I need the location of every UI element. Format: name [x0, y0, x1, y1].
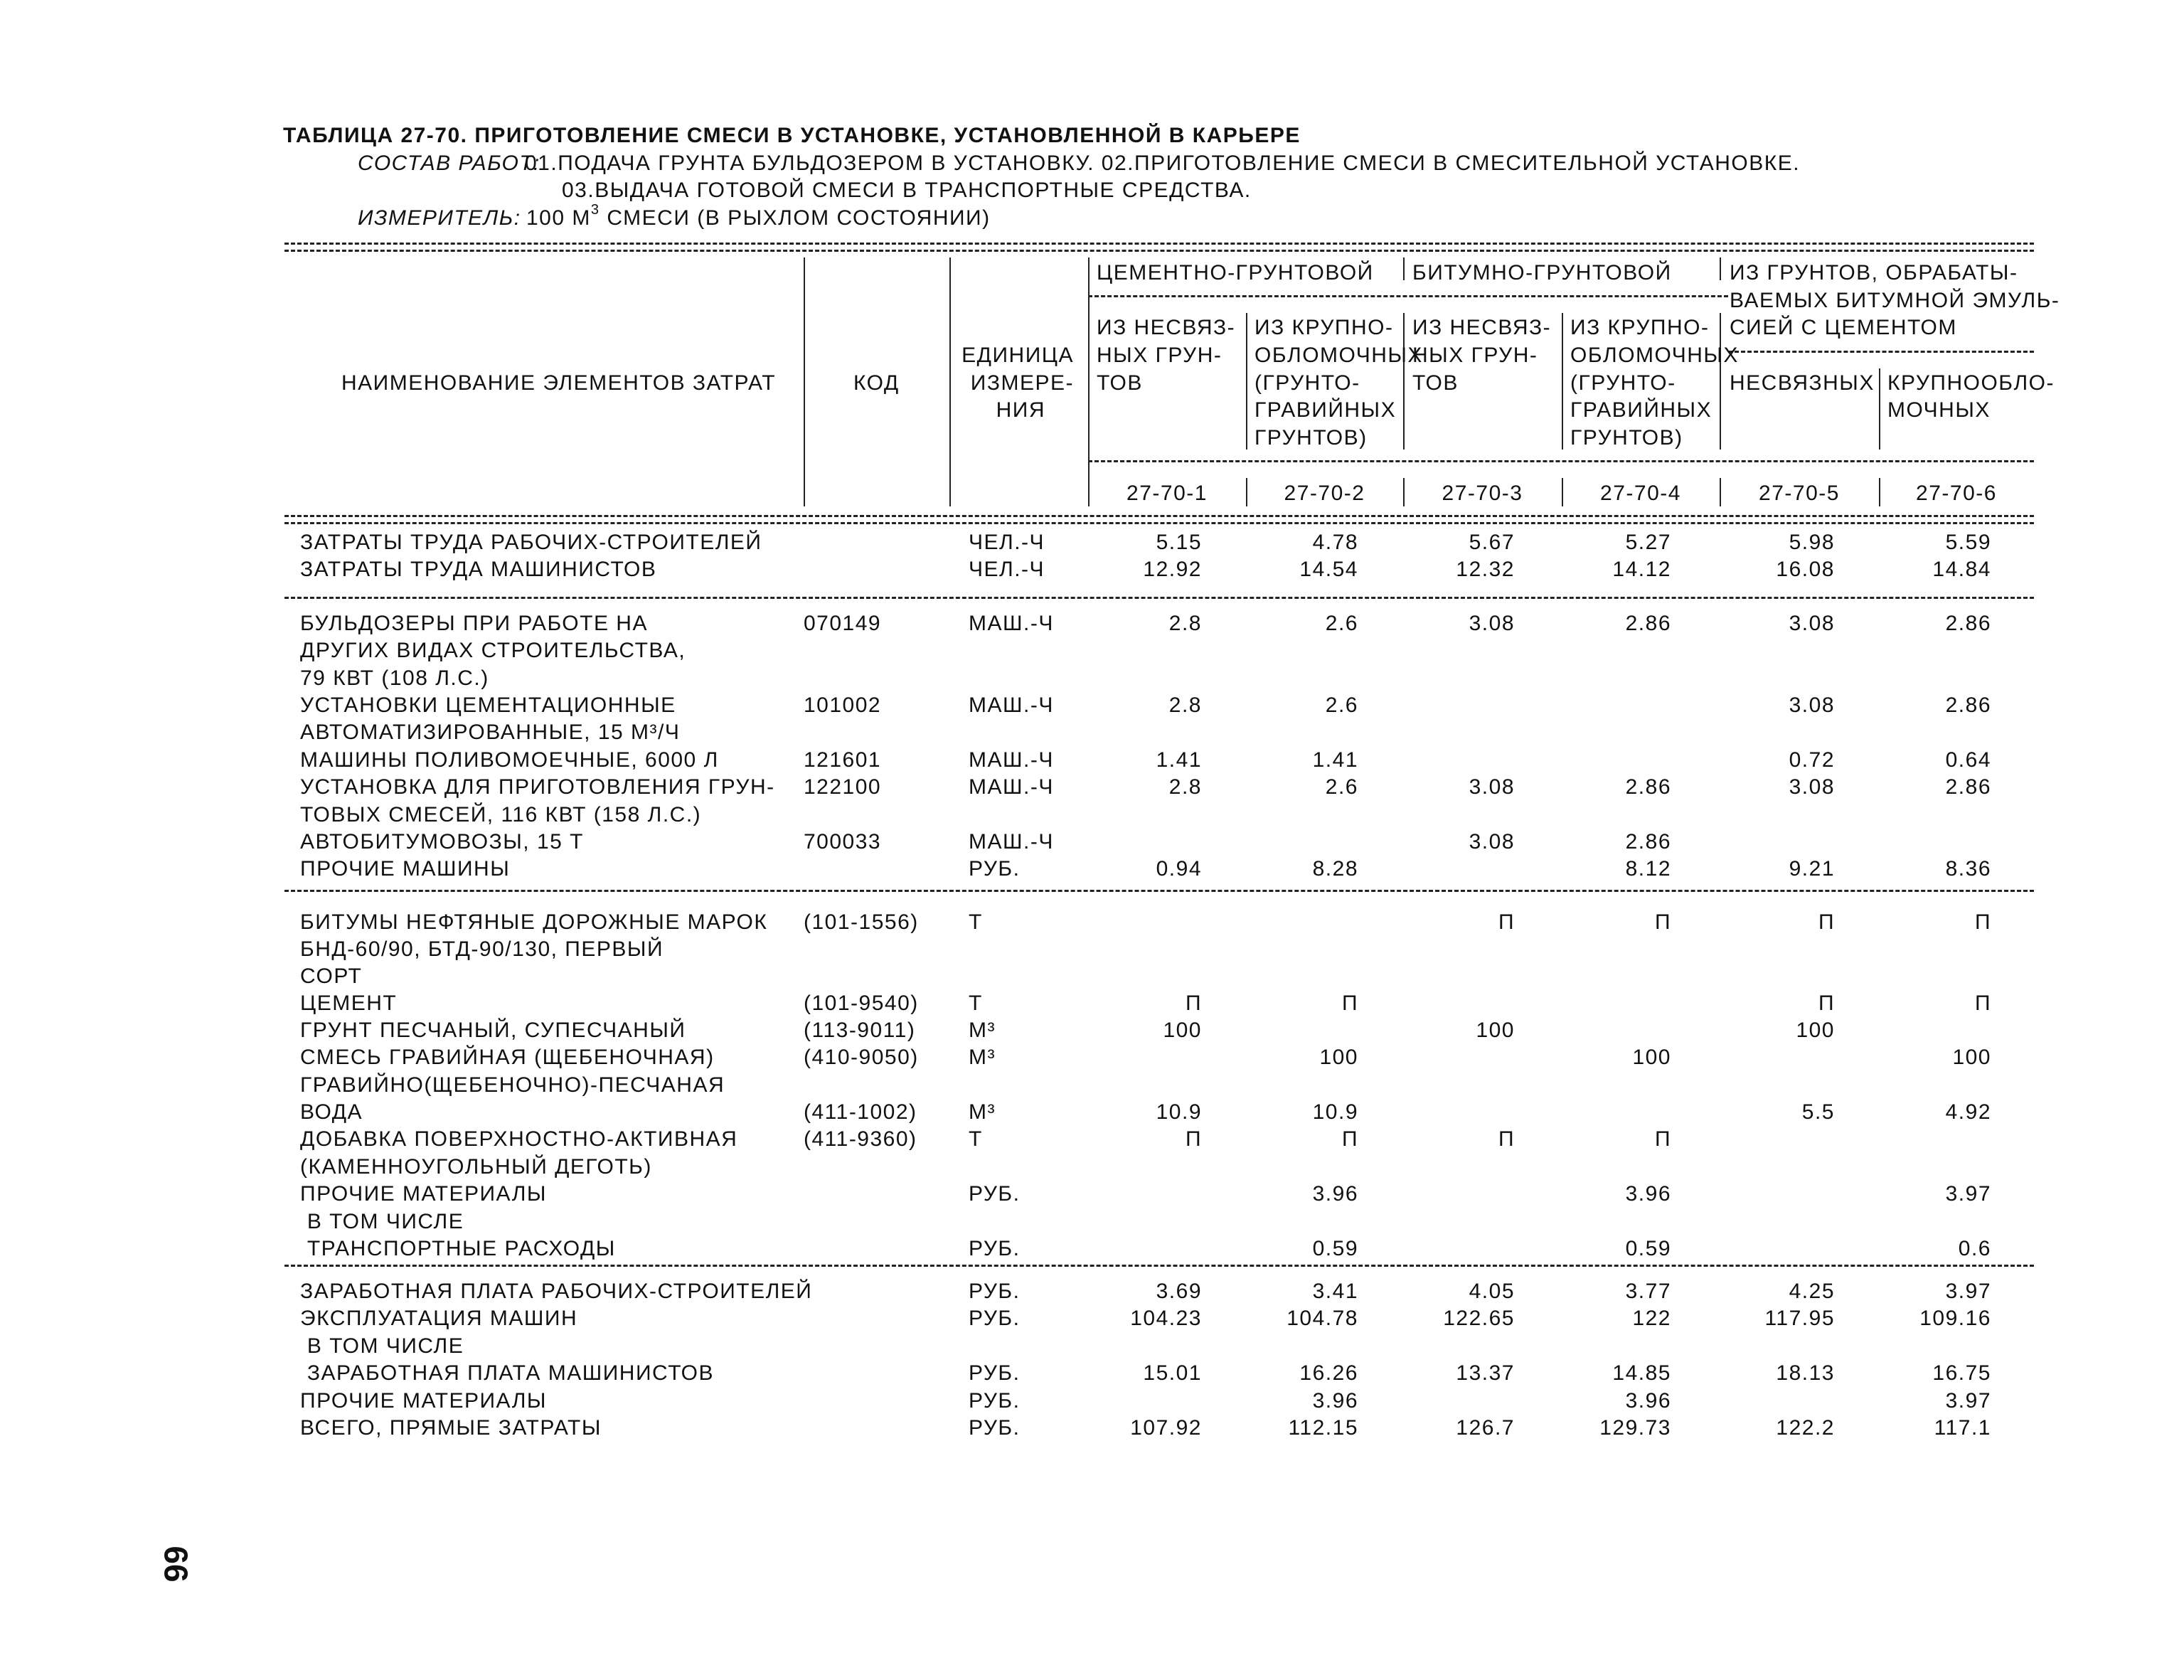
- col-header-unit-3: НИЯ: [996, 398, 1045, 422]
- composition-line-1: 01.ПОДАЧА ГРУНТА БУЛЬДОЗЕРОМ В УСТАНОВКУ. 02.ПРИГОТОВЛЕНИЕ СМЕСИ В СМЕСИТЕЛЬНОЙ УСТАНОВКЕ.: [525, 151, 1801, 175]
- row-unit: М³: [969, 1100, 996, 1124]
- row-value-col-1: П: [1185, 1127, 1202, 1151]
- row-code: (101-9540): [804, 991, 919, 1015]
- row-value-col-4: 100: [1632, 1046, 1671, 1069]
- emul-divider-rule: [1728, 351, 2034, 353]
- row-value-col-2: 2.6: [1325, 693, 1358, 717]
- sub-coarse-1a: ИЗ КРУПНО-: [1255, 316, 1394, 339]
- row-value-col-5: 3.08: [1789, 775, 1835, 799]
- col-sep-sub-1: [1246, 313, 1247, 450]
- row-name: БУЛЬДОЗЕРЫ ПРИ РАБОТЕ НА: [300, 612, 648, 635]
- row-value-col-5: 122.2: [1776, 1416, 1835, 1440]
- sub-coarse-2d: ГРАВИЙНЫХ: [1570, 398, 1712, 422]
- col-header-unit-2: ИЗМЕРЕ-: [970, 371, 1074, 395]
- row-unit: РУБ.: [969, 1307, 1021, 1330]
- col-header-name: НАИМЕНОВАНИЕ ЭЛЕМЕНТОВ ЗАТРАТ: [341, 371, 777, 395]
- row-value-col-6: П: [1974, 910, 1991, 934]
- row-value-col-4: 14.12: [1612, 558, 1671, 581]
- col-sep-sub-5: [1879, 368, 1880, 450]
- row-value-col-2: 3.96: [1312, 1389, 1358, 1413]
- row-name: В ТОМ ЧИСЛЕ: [300, 1210, 464, 1233]
- row-value-col-2: 8.28: [1312, 857, 1358, 881]
- sub-krup-2: МОЧНЫХ: [1887, 398, 1991, 422]
- row-value-col-3: 3.08: [1469, 775, 1515, 799]
- row-value-col-5: П: [1818, 991, 1835, 1015]
- row-value-col-5: 5.98: [1789, 531, 1835, 554]
- row-unit: М³: [969, 1019, 996, 1042]
- row-value-col-2: 2.6: [1325, 775, 1358, 799]
- row-value-col-4: 3.96: [1625, 1182, 1671, 1206]
- row-value-col-1: 0.94: [1156, 857, 1202, 881]
- row-value-col-3: 13.37: [1456, 1361, 1515, 1385]
- sub-coarse-1d: ГРАВИЙНЫХ: [1255, 398, 1397, 422]
- code-27-70-2: 27-70-2: [1284, 482, 1365, 505]
- row-value-col-4: 3.77: [1625, 1280, 1671, 1303]
- row-value-col-5: 16.08: [1776, 558, 1835, 581]
- row-value-col-2: 0.59: [1312, 1237, 1358, 1260]
- sub-loose-1b: НЫХ ГРУН-: [1097, 344, 1222, 367]
- row-name: БНД-60/90, БТД-90/130, ПЕРВЫЙ: [300, 937, 664, 961]
- row-code: (410-9050): [804, 1046, 919, 1069]
- row-value-col-6: 109.16: [1919, 1307, 1991, 1330]
- row-name: ЗАРАБОТНАЯ ПЛАТА МАШИНИСТОВ: [300, 1361, 715, 1385]
- row-name: ГРАВИЙНО(ЩЕБЕНОЧНО)-ПЕСЧАНАЯ: [300, 1073, 725, 1097]
- row-code: 700033: [804, 830, 882, 854]
- row-name: ВОДА: [300, 1100, 363, 1124]
- row-value-col-1: 2.8: [1168, 612, 1202, 635]
- col-sep-sub-4: [1720, 313, 1721, 450]
- sub-coarse-2b: ОБЛОМОЧНЫХ: [1570, 344, 1739, 367]
- row-value-col-3: 3.08: [1469, 612, 1515, 635]
- row-unit: ЧЕЛ.-Ч: [969, 531, 1045, 554]
- row-value-col-6: 2.86: [1945, 612, 1991, 635]
- code-27-70-6: 27-70-6: [1916, 482, 1997, 505]
- sub-krup-1: КРУПНООБЛО-: [1887, 371, 2055, 395]
- header-bottom-rule: [284, 515, 2034, 517]
- row-value-col-3: 126.7: [1456, 1416, 1515, 1440]
- row-value-col-4: 2.86: [1625, 830, 1671, 854]
- row-name: ЗАТРАТЫ ТРУДА МАШИНИСТОВ: [300, 558, 657, 581]
- row-value-col-6: 3.97: [1945, 1182, 1991, 1206]
- row-value-col-2: 16.26: [1299, 1361, 1358, 1385]
- row-value-col-1: 5.15: [1156, 531, 1202, 554]
- row-unit: РУБ.: [969, 1416, 1021, 1440]
- row-value-col-2: 1.41: [1312, 748, 1358, 772]
- row-value-col-6: 4.92: [1945, 1100, 1991, 1124]
- row-value-col-6: 14.84: [1932, 558, 1991, 581]
- sub-loose-2c: ТОВ: [1412, 371, 1459, 395]
- row-code: (101-1556): [804, 910, 919, 934]
- row-value-col-1: 1.41: [1156, 748, 1202, 772]
- row-value-col-3: П: [1498, 910, 1515, 934]
- row-value-col-4: П: [1654, 1127, 1671, 1151]
- meter-value: 100 $М^3$ СМЕСИ (В РЫХЛОМ СОСТОЯНИИ): [526, 202, 991, 230]
- row-value-col-6: 2.86: [1945, 775, 1991, 799]
- row-unit: МАШ.-Ч: [969, 748, 1054, 772]
- row-name: АВТОБИТУМОВОЗЫ, 15 Т: [300, 830, 585, 854]
- sub-nesv: НЕСВЯЗНЫХ: [1730, 371, 1875, 395]
- row-value-col-1: 107.92: [1130, 1416, 1202, 1440]
- row-value-col-6: 117.1: [1934, 1416, 1991, 1440]
- table-title: ТАБЛИЦА 27-70. ПРИГОТОВЛЕНИЕ СМЕСИ В УСТАНОВКЕ, УСТАНОВЛЕННОЙ В КАРЬЕРЕ: [283, 124, 1301, 147]
- row-value-col-1: 2.8: [1168, 693, 1202, 717]
- row-unit: РУБ.: [969, 1361, 1021, 1385]
- row-name: СОРТ: [300, 964, 363, 988]
- sub-coarse-2a: ИЗ КРУПНО-: [1570, 316, 1710, 339]
- row-code: 070149: [804, 612, 882, 635]
- group-cement-header: ЦЕМЕНТНО-ГРУНТОВОЙ: [1097, 261, 1374, 285]
- row-value-col-3: П: [1498, 1127, 1515, 1151]
- sub-loose-2a: ИЗ НЕСВЯЗ-: [1412, 316, 1552, 339]
- row-value-col-1: 15.01: [1143, 1361, 1202, 1385]
- row-name: ГРУНТ ПЕСЧАНЫЙ, СУПЕСЧАНЫЙ: [300, 1019, 686, 1042]
- row-name: 79 КВТ (108 Л.С.): [300, 666, 489, 690]
- header-bottom-rule-2: [284, 522, 2034, 524]
- row-value-col-4: 2.86: [1625, 775, 1671, 799]
- row-value-col-2: П: [1341, 991, 1358, 1015]
- row-value-col-5: 100: [1796, 1019, 1835, 1042]
- row-code: 122100: [804, 775, 882, 799]
- row-value-col-5: 9.21: [1789, 857, 1835, 881]
- sub-coarse-2c: (ГРУНТО-: [1570, 371, 1676, 395]
- header-top-rule: [284, 243, 2034, 245]
- code-27-70-1: 27-70-1: [1126, 482, 1208, 505]
- row-value-col-2: 4.78: [1312, 531, 1358, 554]
- row-value-col-6: 16.75: [1932, 1361, 1991, 1385]
- row-code: 101002: [804, 693, 882, 717]
- code-27-70-4: 27-70-4: [1600, 482, 1681, 505]
- col-header-unit-1: ЕДИНИЦА: [962, 344, 1074, 367]
- group-emul-header-1: ИЗ ГРУНТОВ, ОБРАБАТЫ-: [1730, 261, 2018, 285]
- col-sep-sub-3: [1562, 313, 1563, 450]
- code-27-70-3: 27-70-3: [1442, 482, 1523, 505]
- row-value-col-6: 2.86: [1945, 693, 1991, 717]
- row-unit: РУБ.: [969, 857, 1021, 881]
- row-value-col-2: 2.6: [1325, 612, 1358, 635]
- row-name: ПРОЧИЕ МАШИНЫ: [300, 857, 511, 881]
- row-code: 121601: [804, 748, 882, 772]
- sub-coarse-1e: ГРУНТОВ): [1255, 426, 1368, 450]
- row-value-col-4: П: [1654, 910, 1671, 934]
- row-value-col-1: П: [1185, 991, 1202, 1015]
- row-unit: МАШ.-Ч: [969, 612, 1054, 635]
- row-value-col-6: 3.97: [1945, 1389, 1991, 1413]
- row-value-col-4: 122: [1632, 1307, 1671, 1330]
- row-name: УСТАНОВКИ ЦЕМЕНТАЦИОННЫЕ: [300, 693, 676, 717]
- col-header-code: КОД: [853, 371, 900, 395]
- row-name: МАШИНЫ ПОЛИВОМОЕЧНЫЕ, 6000 Л: [300, 748, 719, 772]
- row-value-col-6: 0.6: [1958, 1237, 1991, 1260]
- row-name: ЗАРАБОТНАЯ ПЛАТА РАБОЧИХ-СТРОИТЕЛЕЙ: [300, 1280, 813, 1303]
- row-value-col-3: 12.32: [1456, 558, 1515, 581]
- row-name: ЭКСПЛУАТАЦИЯ МАШИН: [300, 1307, 578, 1330]
- row-unit: М³: [969, 1046, 996, 1069]
- row-name: БИТУМЫ НЕФТЯНЫЕ ДОРОЖНЫЕ МАРОК: [300, 910, 768, 934]
- row-value-col-5: 0.72: [1789, 748, 1835, 772]
- row-name: ДРУГИХ ВИДАХ СТРОИТЕЛЬСТВА,: [300, 639, 686, 662]
- row-value-col-2: 14.54: [1299, 558, 1358, 581]
- row-value-col-3: 4.05: [1469, 1280, 1515, 1303]
- col-sep-name-code: [804, 257, 805, 506]
- row-value-col-3: 100: [1476, 1019, 1515, 1042]
- row-value-col-1: 2.8: [1168, 775, 1202, 799]
- sub-loose-1a: ИЗ НЕСВЯЗ-: [1097, 316, 1236, 339]
- sub-coarse-1b: ОБЛОМОЧНЫХ: [1255, 344, 1423, 367]
- row-unit: РУБ.: [969, 1389, 1021, 1413]
- group-bitum-header: БИТУМНО-ГРУНТОВОЙ: [1412, 261, 1672, 285]
- row-value-col-1: 3.69: [1156, 1280, 1202, 1303]
- composition-label: СОСТАВ РАБОТ:: [358, 151, 540, 175]
- row-value-col-1: 10.9: [1156, 1100, 1202, 1124]
- row-name: ДОБАВКА ПОВЕРХНОСТНО-АКТИВНАЯ: [300, 1127, 738, 1151]
- row-unit: МАШ.-Ч: [969, 775, 1054, 799]
- col-sep-sub-2: [1403, 313, 1405, 450]
- row-value-col-1: 104.23: [1130, 1307, 1202, 1330]
- row-unit: Т: [969, 991, 983, 1015]
- group-divider-rule: [1088, 295, 1728, 297]
- row-value-col-4: 129.73: [1599, 1416, 1671, 1440]
- row-value-col-5: П: [1818, 910, 1835, 934]
- col-sep-group-2: [1720, 257, 1721, 280]
- row-code: (411-1002): [804, 1100, 917, 1124]
- row-name: ЦЕМЕНТ: [300, 991, 398, 1015]
- row-value-col-5: 117.95: [1764, 1307, 1835, 1330]
- row-value-col-4: 3.96: [1625, 1389, 1671, 1413]
- row-code: (113-9011): [804, 1019, 916, 1042]
- row-name: АВТОМАТИЗИРОВАННЫЕ, 15 М³/Ч: [300, 721, 681, 744]
- row-unit: РУБ.: [969, 1280, 1021, 1303]
- row-value-col-3: 5.67: [1469, 531, 1515, 554]
- row-name: ПРОЧИЕ МАТЕРИАЛЫ: [300, 1182, 547, 1206]
- row-name: СМЕСЬ ГРАВИЙНАЯ (ЩЕБЕНОЧНАЯ): [300, 1046, 715, 1069]
- composition-line-2: 03.ВЫДАЧА ГОТОВОЙ СМЕСИ В ТРАНСПОРТНЫЕ СРЕДСТВА.: [562, 179, 1252, 202]
- row-value-col-6: 5.59: [1945, 531, 1991, 554]
- row-value-col-2: 3.96: [1312, 1182, 1358, 1206]
- row-name: ТРАНСПОРТНЫЕ РАСХОДЫ: [300, 1237, 616, 1260]
- row-value-col-2: П: [1341, 1127, 1358, 1151]
- row-name: УСТАНОВКА ДЛЯ ПРИГОТОВЛЕНИЯ ГРУН-: [300, 775, 775, 799]
- row-unit: Т: [969, 1127, 983, 1151]
- meter-label: ИЗМЕРИТЕЛЬ:: [358, 206, 521, 230]
- row-name: ПРОЧИЕ МАТЕРИАЛЫ: [300, 1389, 547, 1413]
- row-name: ВСЕГО, ПРЯМЫЕ ЗАТРАТЫ: [300, 1416, 602, 1440]
- row-value-col-4: 14.85: [1612, 1361, 1671, 1385]
- row-value-col-1: 100: [1163, 1019, 1202, 1042]
- row-value-col-5: 18.13: [1776, 1361, 1835, 1385]
- sub-coarse-2e: ГРУНТОВ): [1570, 426, 1683, 450]
- row-unit: МАШ.-Ч: [969, 693, 1054, 717]
- row-value-col-1: 12.92: [1143, 558, 1202, 581]
- row-value-col-3: 122.65: [1443, 1307, 1515, 1330]
- col-sep-group-1: [1403, 257, 1405, 280]
- section-rule-1: [284, 597, 2034, 599]
- row-name: ТОВЫХ СМЕСЕЙ, 116 КВТ (158 Л.С.): [300, 803, 702, 826]
- group-emul-header-3: СИЕЙ С ЦЕМЕНТОМ: [1730, 316, 1957, 339]
- row-value-col-6: П: [1974, 991, 1991, 1015]
- row-name: (КАМЕННОУГОЛЬНЫЙ ДЕГОТЬ): [300, 1155, 652, 1179]
- sub-coarse-1c: (ГРУНТО-: [1255, 371, 1360, 395]
- row-unit: ЧЕЛ.-Ч: [969, 558, 1045, 581]
- row-unit: РУБ.: [969, 1237, 1021, 1260]
- row-value-col-5: 3.08: [1789, 612, 1835, 635]
- section-rule-2: [284, 890, 2034, 892]
- row-value-col-5: 4.25: [1789, 1280, 1835, 1303]
- header-top-rule-2: [284, 250, 2034, 252]
- row-name: ЗАТРАТЫ ТРУДА РАБОЧИХ-СТРОИТЕЛЕЙ: [300, 531, 762, 554]
- col-sep-code-unit: [949, 257, 951, 506]
- row-value-col-4: 0.59: [1625, 1237, 1671, 1260]
- row-unit: Т: [969, 910, 983, 934]
- section-rule-3: [284, 1265, 2034, 1267]
- sub-loose-2b: НЫХ ГРУН-: [1412, 344, 1538, 367]
- row-value-col-2: 112.15: [1288, 1416, 1358, 1440]
- group-emul-header-2: ВАЕМЫХ БИТУМНОЙ ЭМУЛЬ-: [1730, 289, 2060, 312]
- row-value-col-4: 5.27: [1625, 531, 1671, 554]
- row-value-col-6: 3.97: [1945, 1280, 1991, 1303]
- row-value-col-6: 0.64: [1945, 748, 1991, 772]
- code-27-70-5: 27-70-5: [1759, 482, 1840, 505]
- page-number: 66: [157, 1546, 195, 1583]
- col-sep-unit-values: [1088, 257, 1090, 506]
- row-value-col-5: 5.5: [1801, 1100, 1835, 1124]
- row-value-col-2: 10.9: [1312, 1100, 1358, 1124]
- row-value-col-4: 8.12: [1625, 857, 1671, 881]
- row-value-col-2: 3.41: [1312, 1280, 1358, 1303]
- sub-loose-1c: ТОВ: [1097, 371, 1143, 395]
- row-value-col-5: 3.08: [1789, 693, 1835, 717]
- row-name: В ТОМ ЧИСЛЕ: [300, 1334, 464, 1358]
- codes-rule: [1088, 460, 2034, 462]
- row-unit: РУБ.: [969, 1182, 1021, 1206]
- row-code: (411-9360): [804, 1127, 917, 1151]
- row-value-col-2: 104.78: [1287, 1307, 1358, 1330]
- row-value-col-4: 2.86: [1625, 612, 1671, 635]
- row-value-col-3: 3.08: [1469, 830, 1515, 854]
- row-unit: МАШ.-Ч: [969, 830, 1054, 854]
- row-value-col-6: 100: [1952, 1046, 1991, 1069]
- row-value-col-2: 100: [1319, 1046, 1358, 1069]
- row-value-col-6: 8.36: [1945, 857, 1991, 881]
